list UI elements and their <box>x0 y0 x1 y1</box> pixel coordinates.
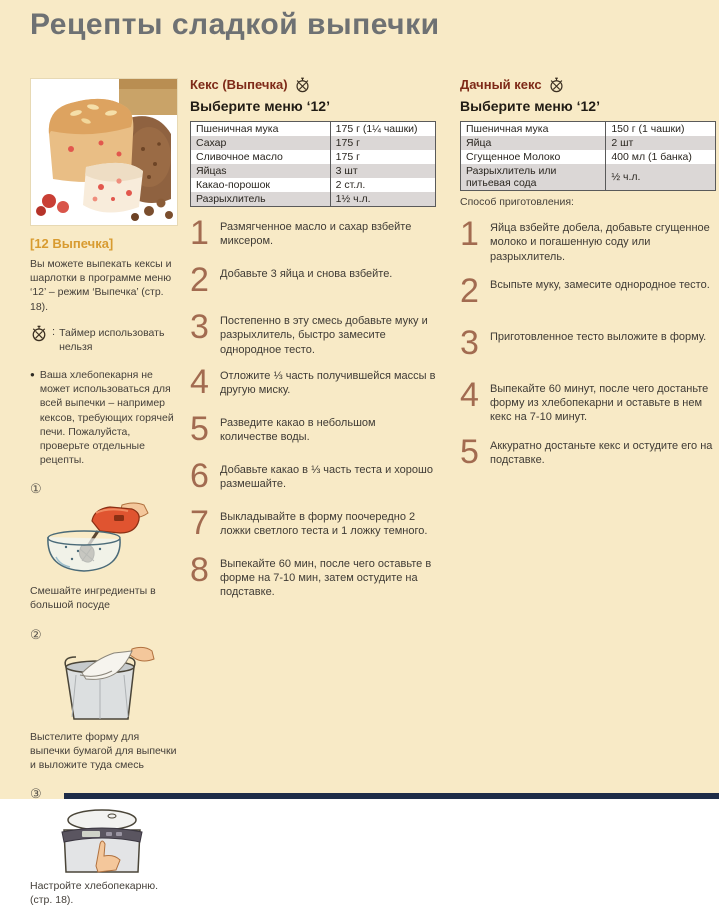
recipe-steps <box>460 215 716 477</box>
table-row <box>191 136 436 150</box>
recipe-step <box>460 215 716 264</box>
ingredient-name: Яйца <box>461 136 606 150</box>
menu-select-line: Выберите меню ‘12’ <box>460 98 600 114</box>
ingredient-name: Какао-порошок <box>191 178 331 192</box>
step-text: Разведите какао в небольшом количестве воды. <box>220 416 376 444</box>
ingredient-name: Сахар <box>191 136 331 150</box>
step-number: 5 <box>190 409 209 448</box>
ingredient-amount: 150 г (1 чашки) <box>611 123 685 135</box>
timer-note-separator: : <box>52 325 56 338</box>
mixer-illustration <box>36 499 182 582</box>
table-row <box>461 136 716 150</box>
cake-photo <box>30 78 178 226</box>
step-number: 8 <box>190 550 209 589</box>
ingredient-amount: 175 г <box>335 151 360 163</box>
figure-set-machine <box>30 786 182 907</box>
recipe-step <box>190 214 436 255</box>
figure-caption: Настройте хлебопекарню. (стр. 18). <box>30 880 159 907</box>
step-text: Размягченное масло и сахар взбейте миксером. <box>220 221 412 248</box>
ingredient-name: Пшеничная мука <box>461 122 606 137</box>
ingredient-name: Яйцаs <box>191 164 331 178</box>
step-text: Всыпьте муку, замесите однородное тесто. <box>490 278 710 291</box>
recipe-step <box>190 409 436 451</box>
page-title: Рецепты сладкой выпечки <box>30 8 440 41</box>
recipe-step <box>460 271 716 316</box>
ingredient-amount: 2 шт <box>606 136 716 150</box>
ingredient-name: Сгущенное Молоко <box>461 150 606 164</box>
menu-select-line: Выберите меню ‘12’ <box>190 98 330 114</box>
table-row <box>461 150 716 164</box>
step-text: Добавьте 3 яйца и снова взбейте. <box>220 268 393 280</box>
recipe-step <box>190 550 436 600</box>
recipe-step <box>460 432 716 477</box>
warning-note-row <box>30 368 182 467</box>
table-row <box>461 122 716 137</box>
timer-crossed-icon <box>294 76 311 93</box>
baking-pan-illustration <box>36 645 182 728</box>
method-label: Способ приготовления: <box>460 196 574 208</box>
ingredient-name: Разрыхлитель или питьевая сода <box>461 164 606 191</box>
recipe-step <box>190 261 436 302</box>
figure-number: ② <box>30 626 42 642</box>
ingredient-name: Сливочное масло <box>191 150 331 164</box>
step-text: Приготовленное тесто выложите в форму. <box>490 330 707 343</box>
ingredient-amount: 2 ст.л. <box>335 179 366 191</box>
recipe-header <box>460 76 716 93</box>
bread-maker-illustration <box>36 804 182 877</box>
ingredient-amount: 3 шт <box>330 164 435 178</box>
ingredient-amount: ½ ч.л. <box>606 164 716 191</box>
step-number: 1 <box>190 214 209 252</box>
recipe-step <box>190 456 436 498</box>
ingredient-amount: 175 г (1¼ чашки) <box>335 123 418 135</box>
ingredient-amount: 400 мл (1 банка) <box>611 151 692 163</box>
step-number: 4 <box>190 362 209 401</box>
step-text: Яйца взбейте добела, добавьте сгущенное молоко и погашенную соду или разрыхлитель. <box>490 222 710 263</box>
step-text: Выпекайте 60 мин, после чего оставьте в форме на 7-10 мин, затем остудите на подставке. <box>220 557 432 599</box>
recipe-step <box>190 362 436 404</box>
recipe-dachny-keks <box>460 76 716 488</box>
figure-number: ③ <box>30 786 42 802</box>
cake-photo-image <box>31 79 177 225</box>
figure-number: ① <box>30 481 42 497</box>
table-row <box>191 122 436 137</box>
step-number: 2 <box>460 271 479 310</box>
table-row <box>191 150 436 164</box>
recipe-step <box>190 308 436 357</box>
recipe-step <box>460 323 716 368</box>
figure-line-pan <box>30 627 182 773</box>
recipe-title: Дачный кекс <box>460 77 542 92</box>
step-number: 7 <box>190 503 209 542</box>
figure-mix-ingredients <box>30 481 182 612</box>
ingredient-name: Пшеничная мука <box>191 122 331 137</box>
step-number: 2 <box>190 261 209 299</box>
ingredient-amount: 1½ ч.л. <box>330 192 435 207</box>
step-text: Постепенно в эту смесь добавьте муку и разрыхлитель, быстро замесите однородное тесто. <box>220 315 428 356</box>
step-text: Выкладывайте в форму поочередно 2 ложки светлого теста и 1 ложку темного. <box>220 510 428 538</box>
step-text: Добавьте какао в ⅓ часть теста и хорошо размешайте. <box>220 463 433 491</box>
ingredient-name: Разрыхлитель <box>191 192 331 207</box>
step-number: 6 <box>190 456 209 495</box>
ingredients-table <box>460 121 716 191</box>
sidebar <box>30 78 182 907</box>
recipe-keks-vypechka <box>190 76 436 609</box>
bullet-marker: ● <box>30 370 35 380</box>
step-number: 5 <box>460 432 479 471</box>
step-number: 4 <box>460 375 479 414</box>
table-row <box>191 164 436 178</box>
timer-note-text: Таймер использовать нельзя <box>59 326 165 353</box>
table-row <box>191 192 436 207</box>
ingredient-amount: 175 г <box>330 136 435 150</box>
table-row <box>461 164 716 191</box>
warning-note-text: Ваша хлебопекарня не может использоваться для всей выпечки – например кексов, требующих горячей печи. Пожалуйста, проверьте отдельные рецепты. <box>39 369 174 467</box>
step-text: Отложите ⅓ часть получившейся массы в другую миску. <box>220 369 436 397</box>
step-text: Аккуратно достаньте кекс и остудите его на подставке. <box>490 439 713 467</box>
page-edge-bar <box>64 793 719 799</box>
table-row <box>191 178 436 192</box>
timer-crossed-icon <box>548 76 565 93</box>
step-number: 1 <box>460 215 479 253</box>
sidebar-intro-text: Вы можете выпекать кексы и шарлотки в программе меню ‘12’ – режим ‘Выпечка’ (стр. 18). <box>30 258 172 313</box>
recipe-steps <box>190 214 436 600</box>
recipe-header <box>190 76 436 93</box>
step-text: Выпекайте 60 минут, после чего достаньте форму из хлебопекарни и оставьте в нем кекс на 7-10 минут. <box>490 382 709 424</box>
recipe-title: Кекс (Выпечка) <box>190 77 288 92</box>
step-number: 3 <box>460 323 479 362</box>
figure-caption: Выстелите форму для выпечки бумагой для выпечки и выложите туда смесь <box>30 730 177 771</box>
timer-crossed-icon <box>30 324 48 342</box>
recipe-step <box>190 503 436 545</box>
ingredients-table <box>190 121 436 207</box>
step-number: 3 <box>190 308 209 346</box>
timer-note-row <box>30 324 182 354</box>
program-mode-label: [12 Выпечка] <box>30 236 114 251</box>
figure-caption: Смешайте ингредиенты в большой посуде <box>30 585 156 612</box>
recipe-step <box>460 375 716 425</box>
